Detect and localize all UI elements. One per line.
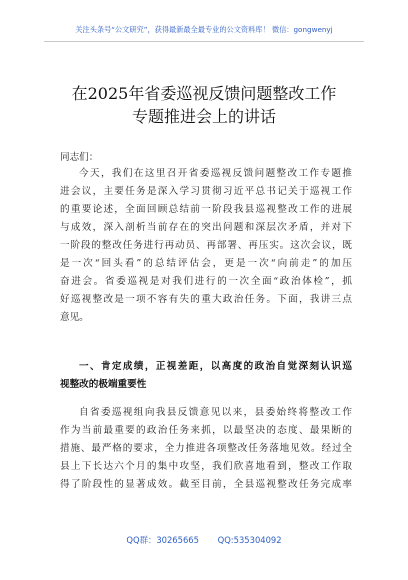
- paragraph-line: 与成效，深入剖析当前存在的突出问题和深层次矛盾，并对下: [60, 222, 352, 233]
- header-note: 关注头条号“公文研究”，获得最新最全最专业的公文资料库！ 微信：gongwenyj: [75, 25, 333, 34]
- paragraph-line: 的重要论述，全面回顾总结前一阶段我县巡视整改工作的进展: [60, 204, 352, 215]
- document-title-line-2: 专题推进会上的讲话: [131, 107, 276, 126]
- paragraph-line: 一阶段的整改任务进行再动员、再部署、再压实。这次会议，既: [60, 240, 352, 251]
- footer-contact: [0, 534, 408, 546]
- footer-qq-group: QQ群：30265665: [126, 535, 199, 545]
- paragraph-line: 县上下长达六个月的集中攻坚，我们欣喜地看到，整改工作取: [60, 461, 352, 472]
- header-divider: [44, 41, 364, 42]
- paragraph-1: [60, 165, 352, 327]
- heading-line: 视整改的极端重要性: [60, 379, 147, 390]
- paragraph-line: 得了阶段性的显著成效。截至目前，全县巡视整改任务完成率: [60, 479, 352, 490]
- paragraph-line: 今天，我们在这里召开省委巡视反馈问题整改工作专题推: [79, 168, 352, 179]
- section-heading-1: [60, 358, 352, 394]
- paragraph-line: 意见。: [60, 312, 89, 323]
- paragraph-line: 进会议，主要任务是深入学习贯彻习近平总书记关于巡视工作: [60, 186, 352, 197]
- footer-qq: QQ:535304092: [217, 535, 282, 545]
- heading-line: 一、肯定成绩，正视差距，以高度的政治自觉深刻认识巡: [79, 361, 352, 372]
- paragraph-line: 措施、最严格的要求，全力推进各项整改任务落地见效。经过全: [60, 443, 352, 454]
- paragraph-line: 奋进会。省委巡视是对我们进行的一次全面“政治体检”，抓: [60, 276, 352, 287]
- document-title-line-1: 在2025年省委巡视反馈问题整改工作: [71, 84, 337, 103]
- salutation: 同志们：: [60, 152, 99, 163]
- paragraph-line: 好巡视整改是一项不容有失的重大政治任务。下面，我讲三点: [60, 294, 352, 305]
- paragraph-line: 作为当前最重要的政治任务来抓，以最坚决的态度、最果断的: [60, 425, 352, 436]
- paragraph-line: 自省委巡视组向我县反馈意见以来，县委始终将整改工作: [79, 407, 352, 418]
- paragraph-line: 是一次“回头看”的总结评估会，更是一次“向前走”的加压: [60, 258, 352, 269]
- paragraph-2: [60, 404, 352, 494]
